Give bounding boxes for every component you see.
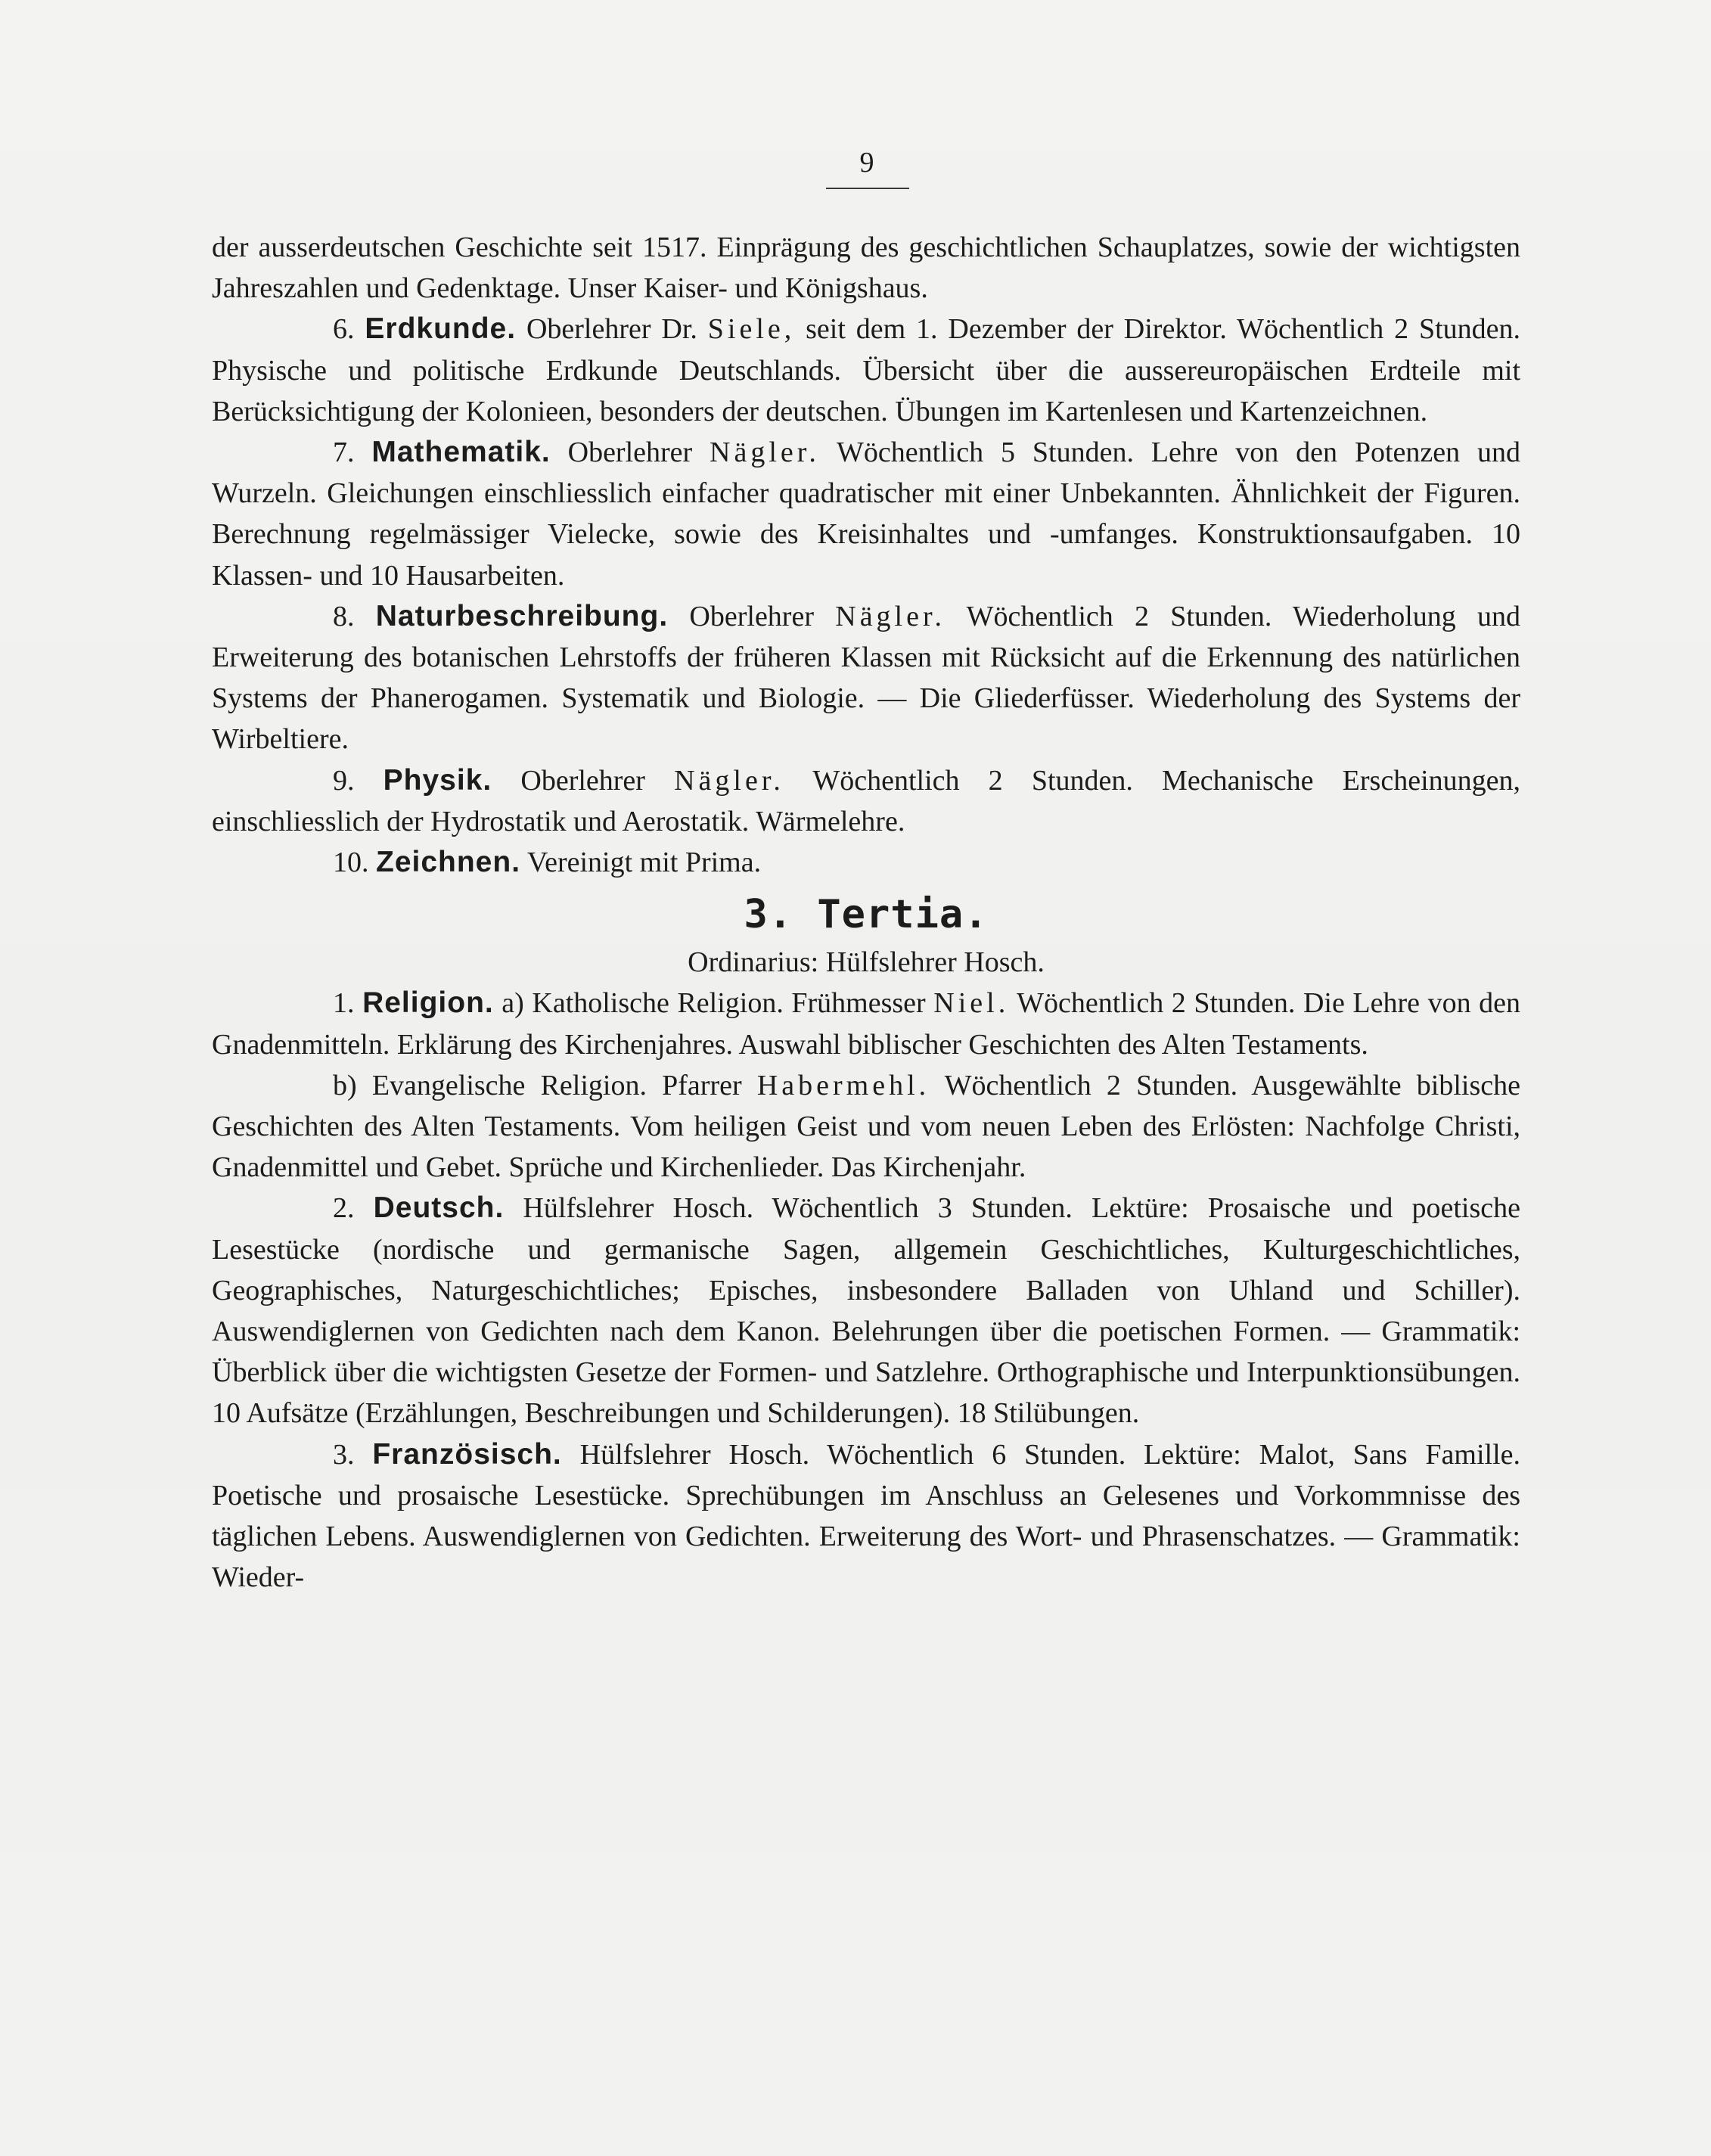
religion-a-body: Wöchentlich 2 Stunden. Die Lehre von den Gnadenmitteln. Erklärung des Kirchenjahres. Auswahl biblischer Geschichten des Alten Testaments. bbox=[212, 987, 1520, 1061]
subject-body: seit dem 1. Dezember der Direktor. Wöchentlich 2 Stunden. Physische und politische Erdkunde Deutschlands. Übersicht über die aussereuropäischen Erdteile mit Berücksichtigung der Kolonieen, besonders der deutschen. Übungen im Kartenlesen und Kartenzeichnen. bbox=[212, 313, 1521, 427]
religion-a-text: a) Katholische Religion. Frühmesser bbox=[502, 987, 926, 1020]
subject-mathematik bbox=[212, 432, 1520, 596]
page-number: 9 bbox=[859, 147, 874, 179]
subject-zeichnen bbox=[212, 842, 1520, 883]
subject-number: 9. bbox=[333, 764, 355, 797]
intro-paragraph: der ausserdeutschen Geschichte seit 1517. Einprägung des geschichtlichen Schauplatzes, sowie der wichtigsten Jahreszahlen und Gedenktage. Unser Kaiser- und Königshaus. bbox=[212, 231, 1520, 305]
subject-title: Naturbeschreibung. bbox=[375, 599, 669, 632]
subject-body: Vereinigt mit Prima. bbox=[526, 847, 762, 879]
section-heading: 3. Tertia. bbox=[744, 892, 989, 938]
subject-deutsch bbox=[212, 1188, 1520, 1434]
subject-body: Wöchentlich 2 Stunden. Mechanische Erscheinungen, einschliesslich der Hydrostatik und Aerostatik. Wärmelehre. bbox=[212, 764, 1520, 837]
subject-franzoesisch bbox=[212, 1434, 1520, 1598]
subject-religion-b bbox=[212, 1065, 1520, 1188]
subject-title: Religion. bbox=[362, 986, 494, 1020]
subject-number: 3. bbox=[333, 1438, 355, 1471]
subject-teacher: Nägler. bbox=[674, 764, 784, 797]
subject-number: 2. bbox=[333, 1192, 355, 1225]
subject-teacher-prefix: Oberlehrer bbox=[567, 436, 693, 469]
subject-teacher: Siele, bbox=[707, 313, 796, 346]
main-text bbox=[212, 227, 1520, 1598]
subject-erdkunde bbox=[212, 309, 1520, 432]
religion-b-teacher: Habermehl. bbox=[756, 1069, 930, 1101]
subject-title: Französisch. bbox=[372, 1437, 562, 1471]
subject-naturbeschreibung bbox=[212, 596, 1520, 760]
subject-number: 7. bbox=[333, 436, 355, 469]
subject-body: Hülfslehrer Hosch. Wöchentlich 6 Stunden. Lektüre: Malot, Sans Famille. Poetische und prosaische Lesestücke. Sprechübungen im Anschluss an Gelesenes und Vorkommnisse des täglichen Lebens. Auswendiglernen von Gedichten. Erweiterung des Wort- und Phrasenschatzes. — Grammatik: Wieder- bbox=[212, 1438, 1521, 1594]
subject-title: Deutsch. bbox=[373, 1191, 505, 1225]
subject-number: 6. bbox=[333, 313, 355, 346]
subject-physik bbox=[212, 760, 1520, 842]
subject-teacher-prefix: Oberlehrer Dr. bbox=[526, 313, 697, 346]
subject-teacher-prefix: Oberlehrer bbox=[689, 600, 814, 632]
subject-title: Zeichnen. bbox=[376, 846, 521, 879]
subject-body: Hülfslehrer Hosch. Wöchentlich 3 Stunden. Lektüre: Prosaische und poetische Lesestücke (nordische und germanische Sagen, allgemein Geschichtliches, Kulturgeschichtliches, Geographisches, Naturgeschichtliches; Episches, insbesondere Balladen von Uhland und Schiller). Auswendiglernen von Gedichten nach dem Kanon. Belehrungen über die poetischen Formen. — Grammatik: Überblick über die wichtigsten Gesetze der Formen- und Satzlehre. Orthographische und Interpunktionsübungen. 10 Aufsätze (Erzählungen, Beschreibungen und Schilderungen). 18 Stilübungen. bbox=[212, 1192, 1520, 1430]
page-number-rule bbox=[826, 188, 909, 189]
subject-teacher: Nägler. bbox=[835, 600, 946, 632]
subject-title: Physik. bbox=[383, 763, 492, 797]
ordinarius-name: Hülfslehrer Hosch. bbox=[825, 946, 1045, 979]
subject-body: Wöchentlich 2 Stunden. Wiederholung und Erweiterung des botanischen Lehrstoffs der früheren Klassen mit Rücksicht auf die Erkennung des natürlichen Systems der Phanerogamen. Systematik und Biologie. — Die Gliederfüsser. Wiederholung des Systems der Wirbeltiere. bbox=[212, 600, 1521, 756]
subject-religion bbox=[212, 983, 1520, 1064]
subject-number: 1. bbox=[333, 987, 355, 1020]
religion-a-teacher: Niel. bbox=[933, 987, 1010, 1020]
subject-teacher-prefix: Oberlehrer bbox=[520, 764, 645, 797]
subject-teacher: Nägler. bbox=[710, 436, 820, 469]
subject-body: Wöchentlich 5 Stunden. Lehre von den Potenzen und Wurzeln. Gleichungen einschliesslich einfacher quadratischer mit einer Unbekannten. Ähnlichkeit der Figuren. Berechnung regelmässiger Vielecke, sowie des Kreisinhaltes und -umfanges. Konstruktionsaufgaben. 10 Klassen- und 10 Hausarbeiten. bbox=[212, 436, 1520, 592]
subject-title: Mathematik. bbox=[371, 436, 551, 469]
religion-b-body: Wöchentlich 2 Stunden. Ausgewählte biblische Geschichten des Alten Testaments. Vom heiligen Geist und vom neuen Leben des Erlösten: Nachfolge Christi, Gnadenmittel und Gebet. Sprüche und Kirchenlieder. Das Kirchenjahr. bbox=[212, 1069, 1520, 1184]
subject-title: Erdkunde. bbox=[365, 312, 517, 346]
religion-b-text: b) Evangelische Religion. Pfarrer bbox=[333, 1069, 742, 1101]
ordinarius-line bbox=[212, 942, 1520, 983]
ordinarius-label: Ordinarius: bbox=[688, 946, 819, 979]
subject-number: 10. bbox=[333, 847, 369, 879]
subject-number: 8. bbox=[333, 600, 355, 632]
